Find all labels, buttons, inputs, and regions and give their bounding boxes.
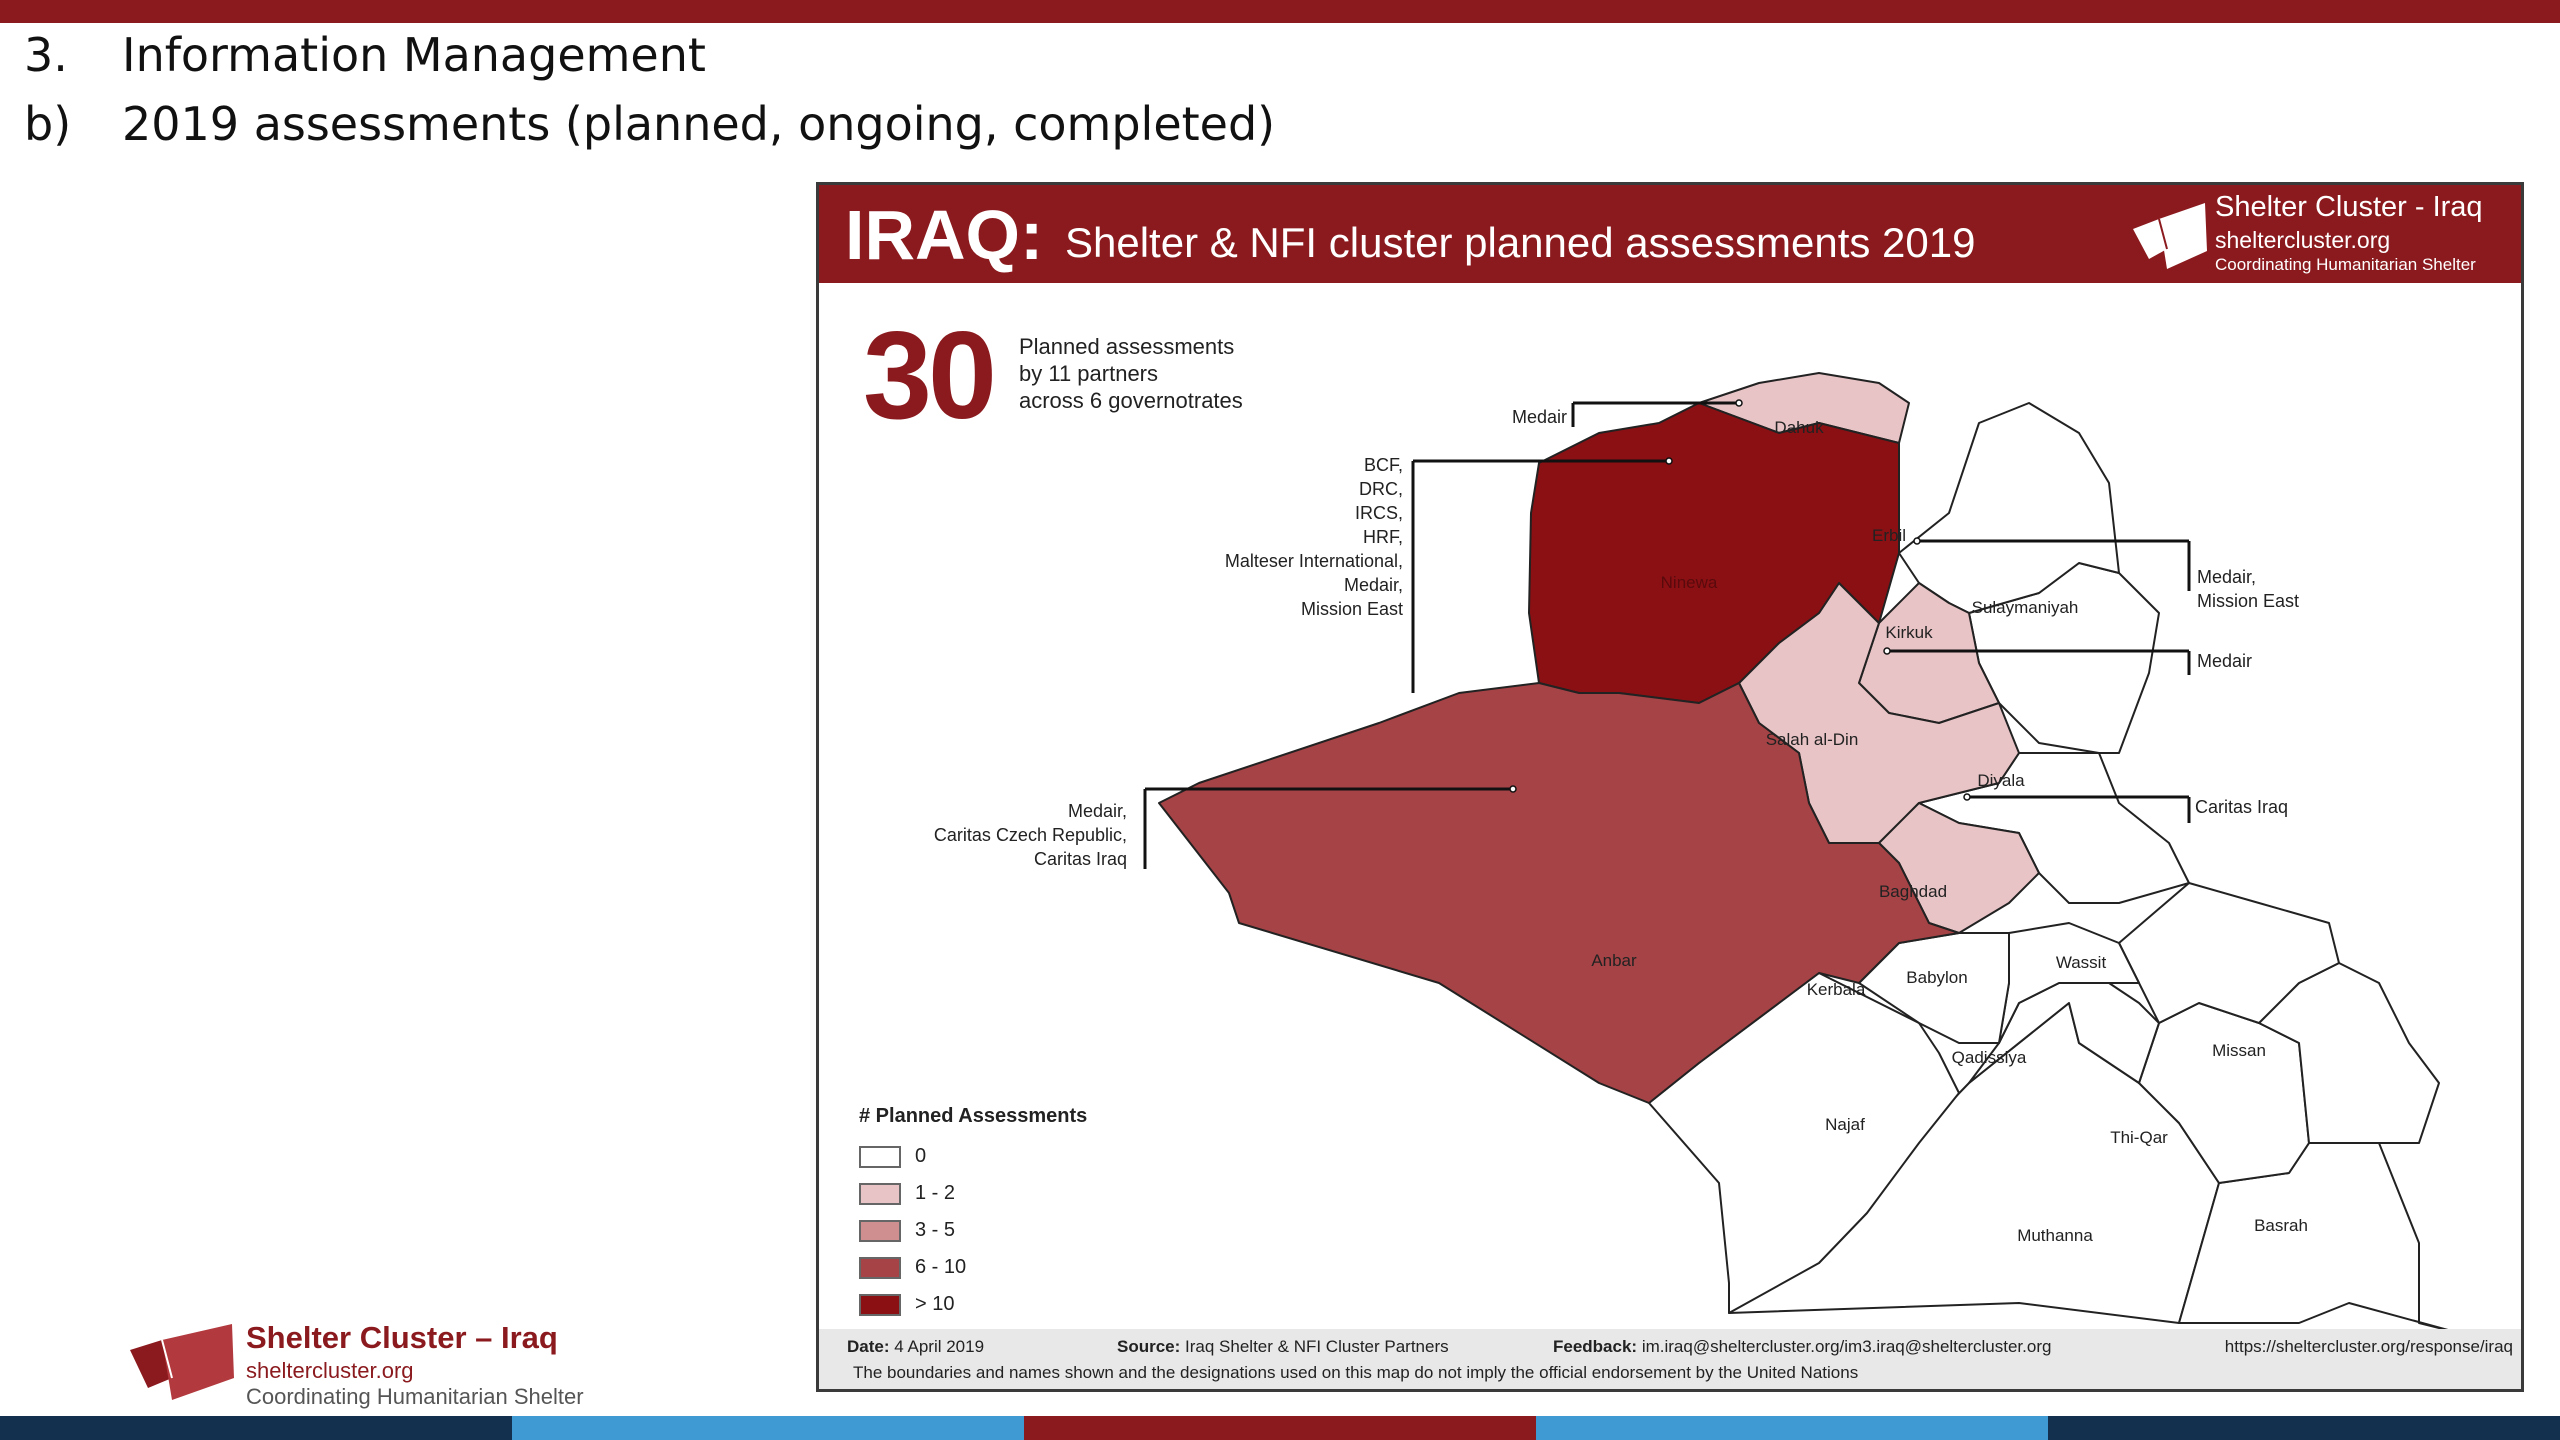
legend-item xyxy=(859,1212,1087,1249)
footer-date-value: 4 April 2019 xyxy=(894,1337,985,1356)
brand-title: Shelter Cluster - Iraq xyxy=(2215,191,2483,223)
footer-feedback xyxy=(1553,1337,2051,1357)
region-label-diyala: Diyala xyxy=(1977,771,2025,790)
brand-url: sheltercluster.org xyxy=(2215,227,2391,253)
region-label-najaf: Najaf xyxy=(1825,1115,1865,1134)
callout-salah-al-din-1: Medair xyxy=(2197,651,2253,671)
bottom-bar-segment xyxy=(1536,1416,2048,1440)
map-legend xyxy=(859,1105,1087,1323)
map-footer xyxy=(819,1329,2521,1389)
region-label-kirkuk: Kirkuk xyxy=(1885,623,1933,642)
region-label-ninewa: Ninewa xyxy=(1660,573,1718,592)
bottom-bar-segment xyxy=(512,1416,1024,1440)
bottom-bar-segment xyxy=(0,1416,512,1440)
callout-anbar-3: Caritas Iraq xyxy=(1033,849,1127,869)
footer-source xyxy=(1117,1337,1449,1357)
legend-label: 3 - 5 xyxy=(915,1219,956,1241)
heading-2-number: b) xyxy=(24,97,72,151)
heading-1-number: 3. xyxy=(24,28,68,82)
callout-kirkuk-2: Mission East xyxy=(2197,591,2300,611)
slide-logo-tagline: Coordinating Humanitarian Shelter xyxy=(246,1384,584,1409)
shelter-cluster-logo-icon xyxy=(2129,199,2209,273)
footer-date xyxy=(847,1337,984,1357)
legend-item xyxy=(859,1249,1087,1286)
footer-source-label: Source: xyxy=(1117,1337,1181,1356)
footer-url: https://sheltercluster.org/response/iraq xyxy=(2224,1337,2513,1356)
legend-swatch-3-5 xyxy=(859,1220,901,1242)
bottom-bar-segment xyxy=(1024,1416,1536,1440)
callout-ninewa-1: BCF, xyxy=(1363,455,1403,475)
region-label-sulaymaniyah: Sulaymaniyah xyxy=(1971,598,2079,617)
region-label-dahuk: Dahuk xyxy=(1774,418,1824,437)
region-label-qadissiya: Qadissiya xyxy=(1951,1048,2027,1067)
legend-label: 0 xyxy=(915,1145,927,1167)
legend-swatch-over-10 xyxy=(859,1294,901,1316)
footer-source-value: Iraq Shelter & NFI Cluster Partners xyxy=(1185,1337,1449,1356)
stat-line-1: Planned assessments xyxy=(1019,334,1235,359)
legend-label: 6 - 10 xyxy=(915,1256,967,1278)
stat-line-2: by 11 partners xyxy=(1019,361,1159,386)
legend-item xyxy=(859,1286,1087,1323)
map-title: Shelter & NFI cluster planned assessments 2019 xyxy=(1065,219,1976,266)
callout-ninewa-6: Medair, xyxy=(1343,575,1403,595)
heading-2-text: 2019 assessments (planned, ongoing, completed) xyxy=(122,97,1276,151)
region-label-muthanna: Muthanna xyxy=(2017,1226,2093,1245)
callout-anbar-2: Caritas Czech Republic, xyxy=(933,825,1127,845)
legend-swatch-6-10 xyxy=(859,1257,901,1279)
footer-disclaimer: The boundaries and names shown and the designations used on this map do not imply the official endorsement by the United Nations xyxy=(853,1363,1859,1382)
legend-label: > 10 xyxy=(915,1293,955,1315)
slide-logo-url: sheltercluster.org xyxy=(246,1358,414,1383)
bottom-accent-bar xyxy=(0,1416,2560,1440)
callout-baghdad-1: Caritas Iraq xyxy=(2195,797,2289,817)
callout-ninewa-5: Malteser International, xyxy=(1224,551,1403,571)
footer-date-label: Date: xyxy=(847,1337,890,1356)
callout-ninewa-4: HRF, xyxy=(1363,527,1403,547)
legend-item xyxy=(859,1138,1087,1175)
region-label-babylon: Babylon xyxy=(1906,968,1968,987)
stat-line-3: across 6 governotrates xyxy=(1019,388,1243,413)
callout-ninewa-3: IRCS, xyxy=(1354,503,1403,523)
region-label-salah-al-din: Salah al-Din xyxy=(1765,730,1859,749)
region-label-wassit: Wassit xyxy=(2055,953,2107,972)
map-header xyxy=(819,185,2521,283)
footer-feedback-label: Feedback: xyxy=(1553,1337,1638,1356)
region-label-thi-qar: Thi-Qar xyxy=(2110,1128,2168,1147)
callout-kirkuk-1: Medair, xyxy=(2197,567,2257,587)
callout-anbar-1: Medair, xyxy=(1067,801,1127,821)
brand-tagline: Coordinating Humanitarian Shelter xyxy=(2215,255,2476,274)
legend-swatch-0 xyxy=(859,1146,901,1168)
planned-assessments-count: 30 xyxy=(863,307,993,445)
bottom-bar-segment xyxy=(2048,1416,2560,1440)
legend-label: 1 - 2 xyxy=(915,1182,956,1204)
footer-feedback-value: im.iraq@sheltercluster.org/im3.iraq@sheltercluster.org xyxy=(1641,1337,2052,1356)
callout-ninewa-7: Mission East xyxy=(1300,599,1403,619)
slide-heading-1 xyxy=(24,28,706,82)
shelter-cluster-logo-icon xyxy=(128,1322,236,1402)
legend-swatch-1-2 xyxy=(859,1183,901,1205)
callout-dahuk-1: Medair xyxy=(1511,407,1567,427)
region-label-kerbala: Kerbala xyxy=(1806,980,1866,999)
top-accent-bar xyxy=(0,0,2560,23)
map-title-country: IRAQ: xyxy=(845,196,1044,274)
slide-heading-2 xyxy=(24,97,1275,151)
legend-title: # Planned Assessments xyxy=(859,1105,1088,1127)
region-label-missan: Missan xyxy=(2212,1041,2266,1060)
heading-1-text: Information Management xyxy=(122,28,706,82)
map-image xyxy=(816,182,2524,1392)
region-label-baghdad: Baghdad xyxy=(1878,882,1948,901)
region-label-erbil: Erbil xyxy=(1871,526,1907,545)
region-label-basrah: Basrah xyxy=(2254,1216,2308,1235)
legend-item xyxy=(859,1175,1087,1212)
region-label-anbar: Anbar xyxy=(1591,951,1637,970)
slide-logo-title: Shelter Cluster – Iraq xyxy=(246,1320,558,1355)
callout-ninewa-2: DRC, xyxy=(1359,479,1403,499)
